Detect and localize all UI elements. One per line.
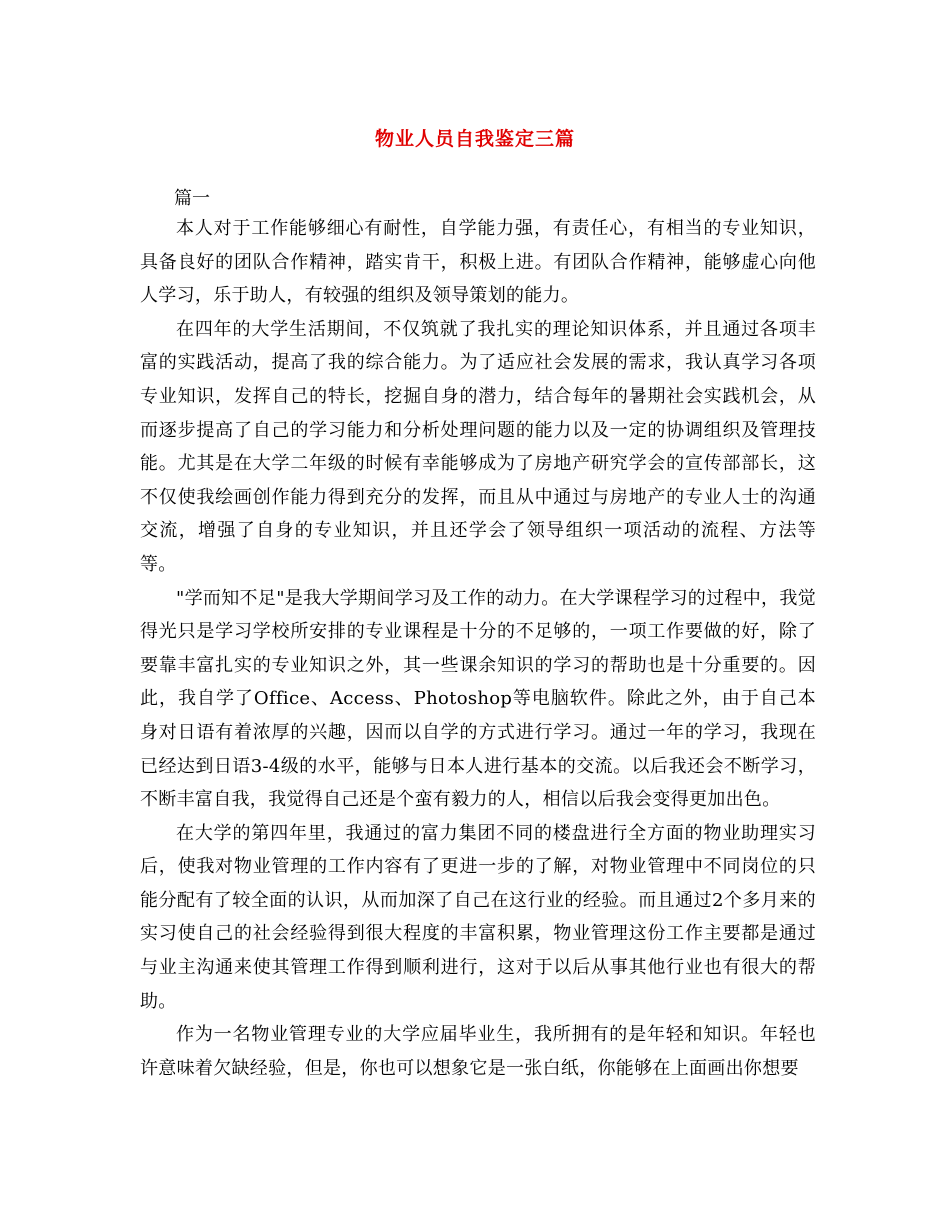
paragraph-4: 在大学的第四年里，我通过的富力集团不同的楼盘进行全方面的物业助理实习后，使我对物业管理的工作内容有了更进一步的了解，对物业管理中不同岗位的只能分配有了较全面的认识，从而加深了自己在这行业的经验。而且通过2个多月来的实习使自己的社会经验得到很大程度的丰富积累，物业管理这份工作主要都是通过与业主沟通来使其管理工作得到顺利进行，这对于以后从事其他行业也有很大的帮助。: [140, 822, 816, 1012]
section-heading: 篇一: [174, 188, 210, 209]
document-title: 物业人员自我鉴定三篇: [374, 128, 575, 150]
paragraph-1: 本人对于工作能够细心有耐性，自学能力强，有责任心，有相当的专业知识，具备良好的团队合作精神，踏实肯干，积极上进。有团队合作精神，能够虚心向他人学习，乐于助人，有较强的组织及领导策划的能力。: [140, 218, 816, 307]
paragraph-5: 作为一名物业管理专业的大学应届毕业生，我所拥有的是年轻和知识。年轻也许意味着欠缺经验，但是，你也可以想象它是一张白纸，你能够在上面画出你想要: [140, 1024, 816, 1079]
paragraph-2: 在四年的大学生活期间，不仅筑就了我扎实的理论知识体系，并且通过各项丰富的实践活动，提高了我的综合能力。为了适应社会发展的需求，我认真学习各项专业知识，发挥自己的特长，挖掘自身的潜力，结合每年的暑期社会实践机会，从而逐步提高了自己的学习能力和分析处理问题的能力以及一定的协调组织及管理技能。尤其是在大学二年级的时候有幸能够成为了房地产研究学会的宣传部部长，这不仅使我绘画创作能力得到充分的发挥，而且从中通过与房地产的专业人士的沟通交流，增强了自身的专业知识，并且还学会了领导组织一项活动的流程、方法等等。: [140, 318, 816, 575]
document-body: [140, 212, 816, 1085]
paragraph-3: "学而知不足"是我大学期间学习及工作的动力。在大学课程学习的过程中，我觉得光只是学习学校所安排的专业课程是十分的不足够的，一项工作要做的好，除了要靠丰富扎实的专业知识之外，其一些课余知识的学习的帮助也是十分重要的。因此，我自学了Office、Access、Photoshop等电脑软件。除此之外，由于自己本身对日语有着浓厚的兴趣，因而以自学的方式进行学习。通过一年的学习，我现在已经达到日语3-4级的水平，能够与日本人进行基本的交流。以后我还会不断学习，不断丰富自我，我觉得自己还是个蛮有毅力的人，相信以后我会变得更加出色。: [140, 587, 816, 811]
